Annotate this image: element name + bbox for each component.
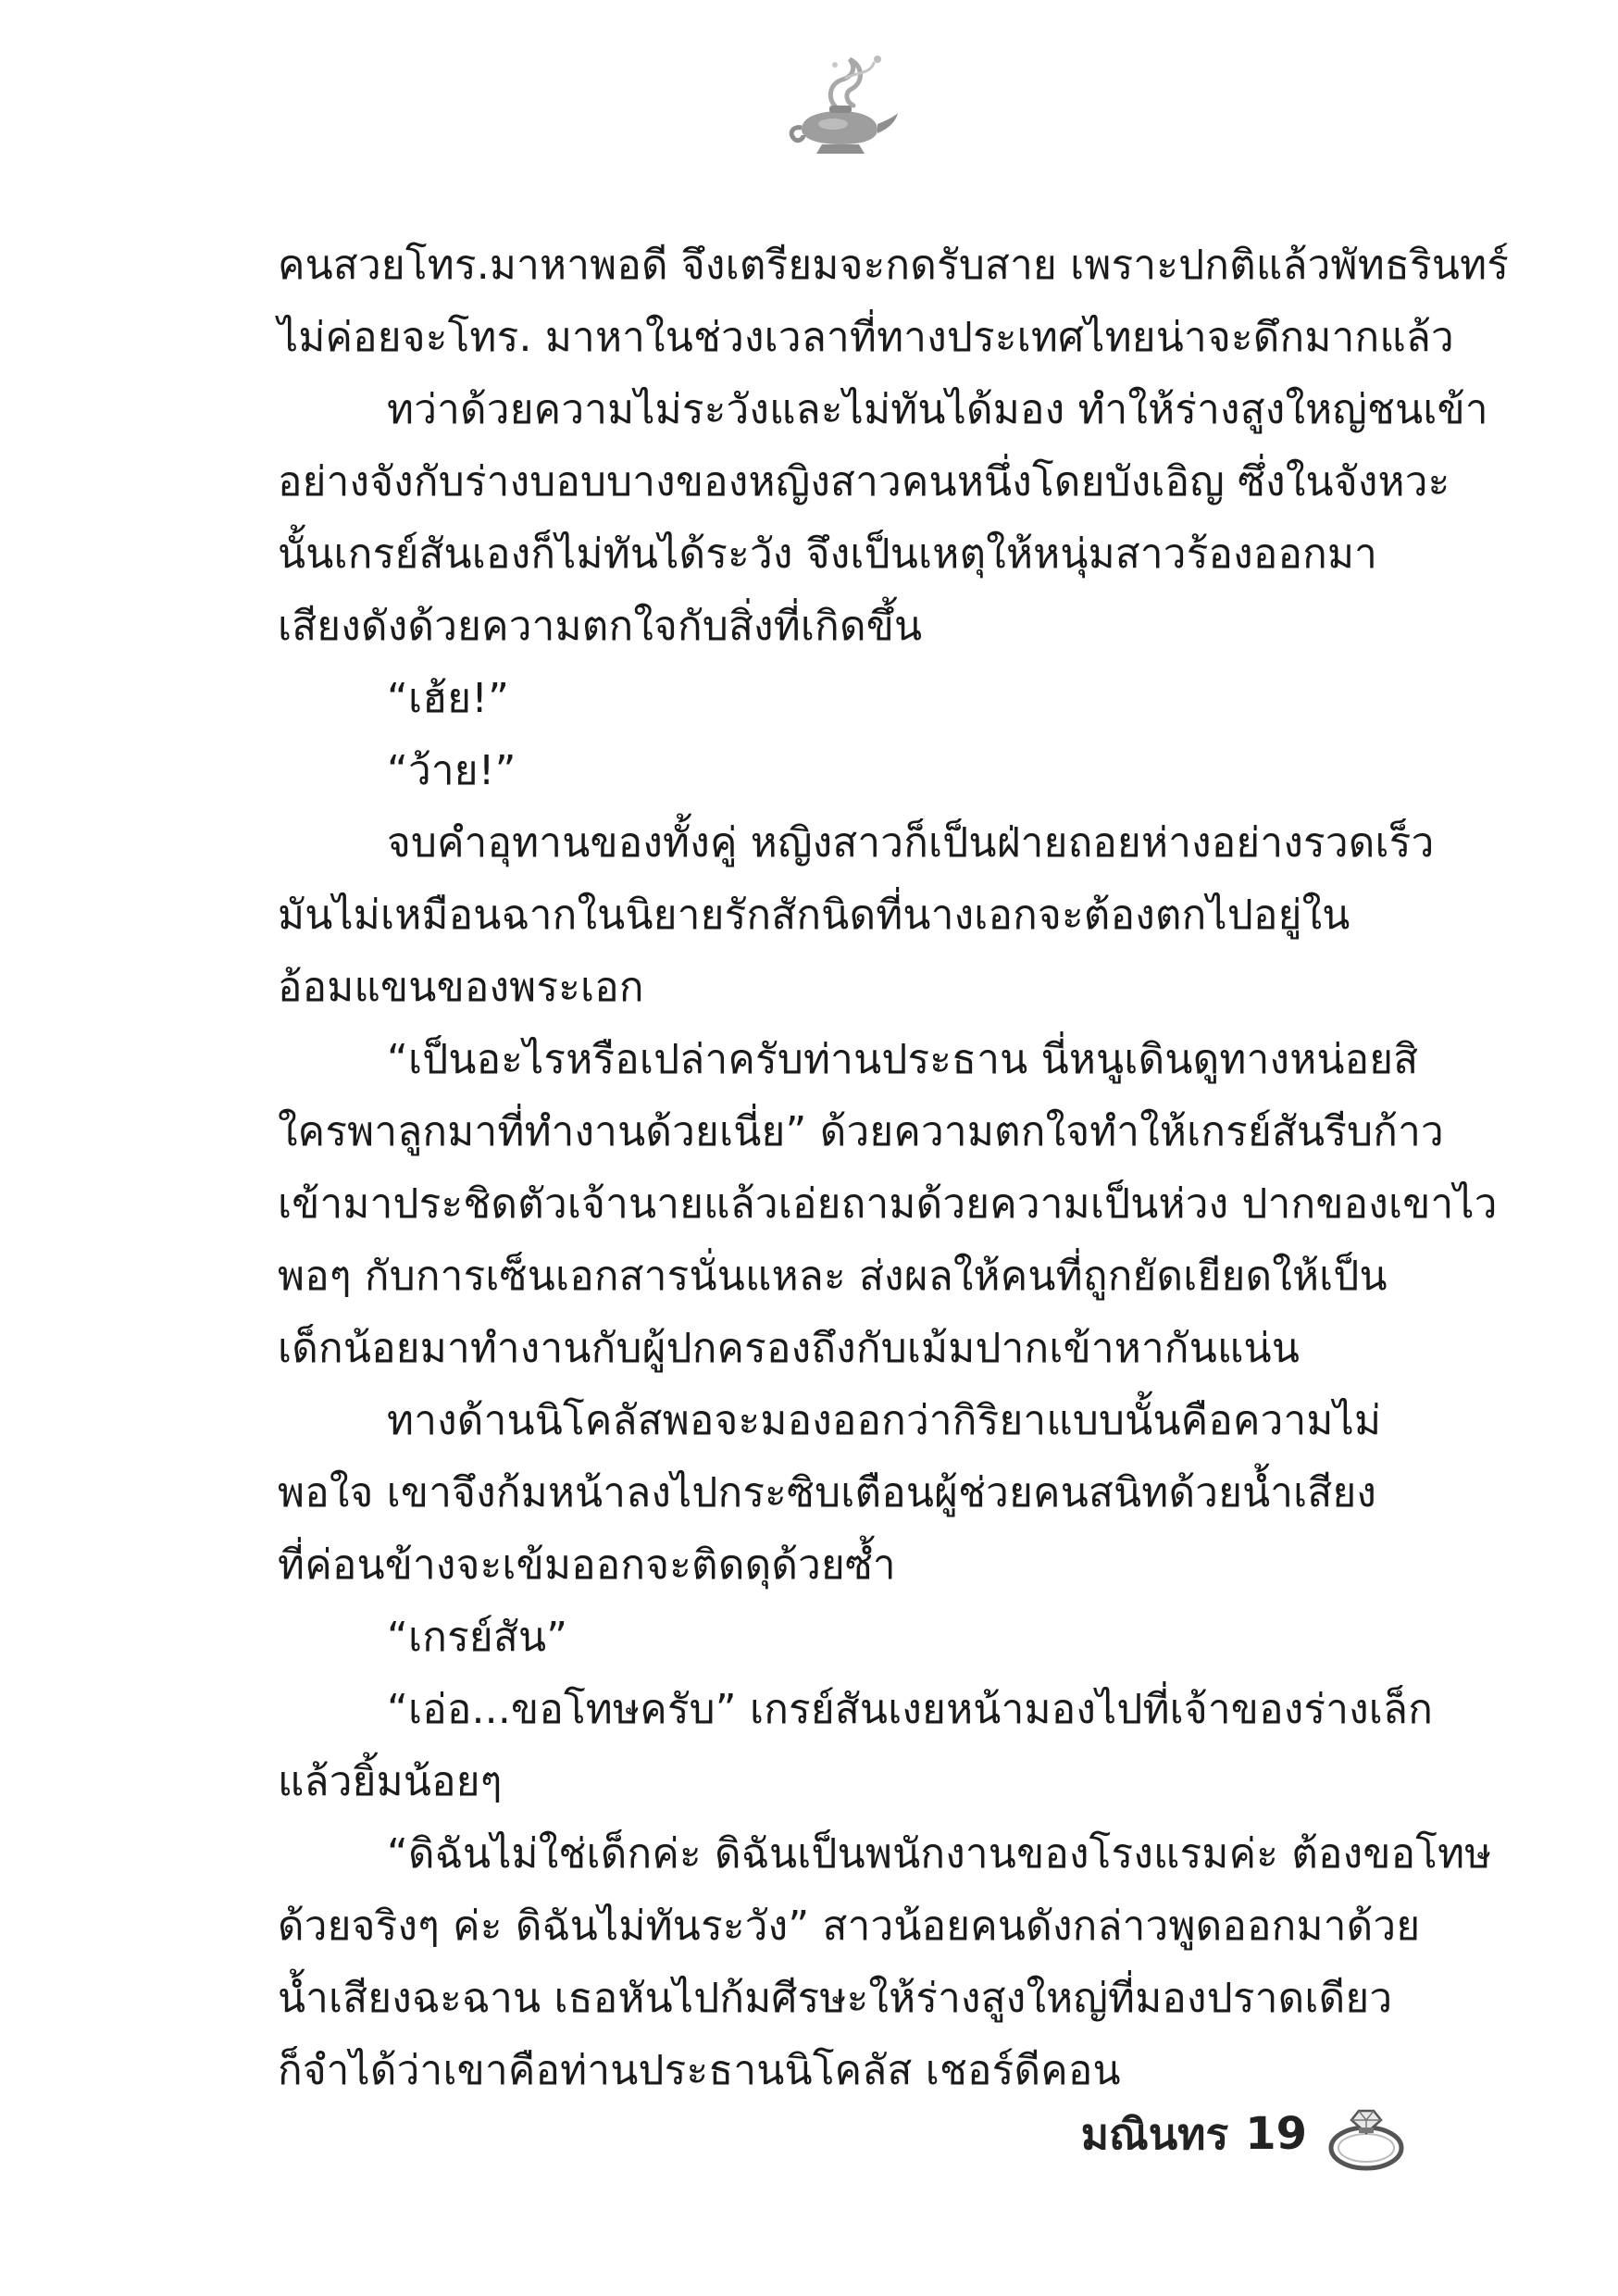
page-number: 19: [1245, 2108, 1307, 2160]
text-line: เสียงดังด้วยความตกใจกับสิ่งที่เกิดขึ้น: [278, 603, 923, 650]
text-line: น้ำเสียงฉะฉาน เธอหันไปก้มศีรษะให้ร่างสูงใหญ่ที่มองปราดเดียว: [278, 1975, 1393, 2022]
text-line: แล้วยิ้มน้อยๆ: [278, 1758, 503, 1805]
text-line: พอๆ กับการเซ็นเอกสารนั่นแหละ ส่งผลให้คนที่ถูกยัดเยียดให้เป็น: [278, 1253, 1388, 1300]
text-line: ก็จำได้ว่าเขาคือท่านประธานนิโคลัส เชอร์ดีคอน: [278, 2047, 1121, 2094]
body-text: [278, 230, 1510, 2107]
text-line: จบคำอุทานของทั้งคู่ หญิงสาวก็เป็นฝ่ายถอยห่างอย่างรวดเร็ว: [387, 819, 1435, 867]
text-line: คนสวยโทร.มาหาพอดี จึงเตรียมจะกดรับสาย เพราะปกติแล้วพัทธรินทร์: [278, 242, 1510, 289]
text-line: “ดิฉันไม่ใช่เด็กค่ะ ดิฉันเป็นพนักงานของโรงแรมค่ะ ต้องขอโทษ: [387, 1830, 1492, 1878]
diamond-ring-icon: [1324, 2094, 1413, 2174]
genie-lamp-icon: [781, 46, 902, 167]
text-line: ไม่ค่อยจะโทร. มาหาในช่วงเวลาที่ทางประเทศไทยน่าจะดึกมากแล้ว: [278, 314, 1454, 361]
text-line: ใครพาลูกมาที่ทำงานด้วยเนี่ย” ด้วยความตกใจทำให้เกรย์สันรีบก้าว: [278, 1108, 1444, 1155]
text-line: มันไม่เหมือนฉากในนิยายรักสักนิดที่นางเอกจะต้องตกไปอยู่ใน: [278, 892, 1350, 939]
text-line: พอใจ เขาจึงก้มหน้าลงไปกระซิบเตือนผู้ช่วยคนสนิทด้วยน้ำเสียง: [278, 1469, 1377, 1516]
text-line: “เกรย์สัน”: [387, 1614, 568, 1661]
text-line: ทางด้านนิโคลัสพอจะมองออกว่ากิริยาแบบนั้นคือความไม่: [387, 1397, 1382, 1444]
author-name: มณินทร: [1080, 2108, 1229, 2159]
text-line: “เป็นอะไรหรือเปล่าครับท่านประธาน นี่หนูเดินดูทางหน่อยสิ: [387, 1036, 1419, 1083]
text-line: ทว่าด้วยความไม่ระวังและไม่ทันได้มอง ทำให้ร่างสูงใหญ่ชนเข้า: [387, 386, 1488, 433]
text-line: อ้อมแขนของพระเอก: [278, 964, 644, 1011]
text-line: เด็กน้อยมาทำงานกับผู้ปกครองถึงกับเม้มปากเข้าหากันแน่น: [278, 1325, 1301, 1372]
text-line: “เฮ้ย!”: [387, 675, 510, 722]
text-line: ที่ค่อนข้างจะเข้มออกจะติดดุด้วยซ้ำ: [278, 1541, 896, 1589]
text-line: อย่างจังกับร่างบอบบางของหญิงสาวคนหนึ่งโดยบังเอิญ ซึ่งในจังหวะ: [278, 458, 1450, 505]
text-line: “ว้าย!”: [387, 747, 517, 794]
text-line: ด้วยจริงๆ ค่ะ ดิฉันไม่ทันระวัง” สาวน้อยคนดังกล่าวพูดออกมาด้วย: [278, 1903, 1421, 1950]
text-line: เข้ามาประชิดตัวเจ้านายแล้วเอ่ยถามด้วยความเป็นห่วง ปากของเขาไว: [278, 1180, 1498, 1228]
page-footer: [1081, 2094, 1413, 2174]
text-line: “เอ่อ...ขอโทษครับ” เกรย์สันเงยหน้ามองไปที่เจ้าของร่างเล็ก: [387, 1686, 1434, 1733]
text-line: นั้นเกรย์สันเองก็ไม่ทันได้ระวัง จึงเป็นเหตุให้หนุ่มสาวร้องออกมา: [278, 530, 1378, 578]
